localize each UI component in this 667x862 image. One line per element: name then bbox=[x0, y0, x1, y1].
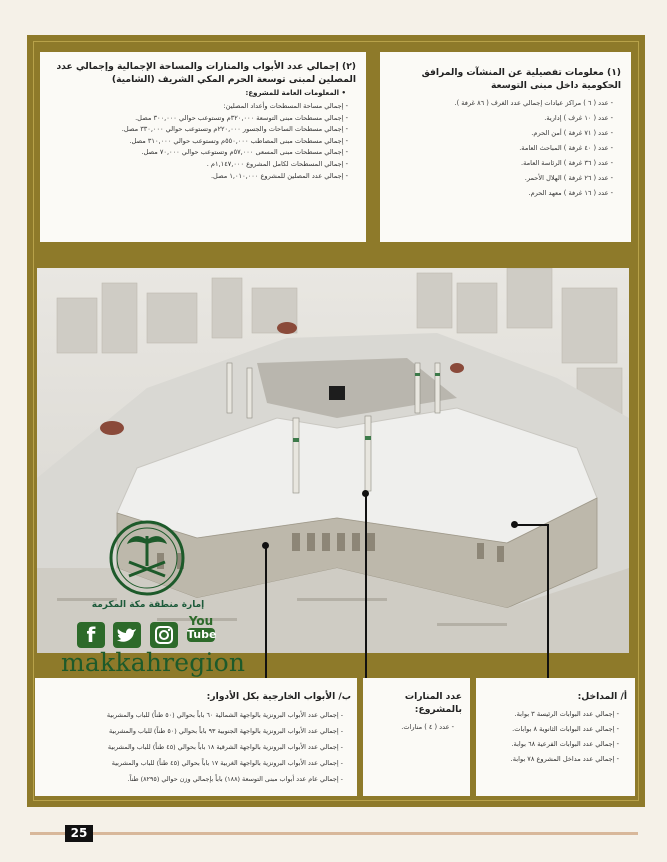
youtube-icon[interactable] bbox=[187, 614, 215, 648]
list-item: - عدد ( ٤٠ غرفة ) المباحث العامة. bbox=[519, 144, 613, 152]
totals-box bbox=[40, 52, 366, 242]
external-doors-title: ب/ الأبواب الخارجية بكل الأدوار: bbox=[206, 691, 351, 702]
list-item: - إجمالي عدد البوابات الثانوية ٨ بوابات. bbox=[512, 725, 619, 733]
list-item: - إجمالي المسطحات لكامل المشروع ١,١٤٧,٠٠٠م . bbox=[206, 159, 348, 168]
list-item: - عدد ( ٤ ) منارات. bbox=[401, 723, 454, 731]
list-item: - إجمالي مسطحات مبنى المسعى ٥٧,٠٠٠م وتستوعب حوالي ٧٠,٠٠٠ مصل. bbox=[141, 148, 348, 157]
instagram-icon[interactable] bbox=[150, 622, 178, 648]
list-item: - إجمالي عدد الأبواب البرونزية بالواجهة الشرقية ١٨ باباً بحوالي (٤٥ طناً) للباب والمشربية bbox=[107, 743, 343, 751]
list-item: - إجمالي عدد مداخل المشروع ٧٨ بوابة. bbox=[510, 755, 619, 763]
youtube-text-bottom: Tube bbox=[187, 628, 217, 641]
list-item: - إجمالي عدد المصلين للمشروع ١,٠١٠,٠٠٠ مصل. bbox=[210, 171, 348, 180]
callout-line-minarets bbox=[365, 496, 367, 678]
callout-line-entrances-h bbox=[514, 524, 548, 526]
totals-subtitle: • المعلومات العامة للمشروع: bbox=[245, 89, 346, 97]
list-item: - عدد ( ٧١ غرفة ) أمن الحرم. bbox=[531, 129, 613, 137]
entrances-title: أ/ المداخل: bbox=[577, 691, 627, 702]
facebook-icon[interactable]: f bbox=[77, 622, 105, 648]
minarets-box bbox=[363, 678, 470, 796]
facilities-list bbox=[390, 96, 621, 201]
twitter-bird-glyph bbox=[117, 627, 137, 643]
totals-title: (٢) إجمالي عدد الأبواب والمنارات والمساحة الإجمالية وإجمالي عدد المصلين لمبنى توسعة الحرم المكي الشريف (الشامية) bbox=[56, 61, 356, 85]
footer-rule-right bbox=[93, 832, 638, 835]
list-item: - إجمالي مسطحات مبنى التوسعة ٣٢٠,٠٠٠م وتستوعب حوالي ٣٠٠,٠٠٠ مصل. bbox=[135, 113, 348, 122]
youtube-text-top: You bbox=[188, 614, 214, 628]
list-item: - إجمالي عدد الأبواب البرونزية بالواجهة الشمالية ٦٠ باباً بحوالي (٥٠ طناً) للباب والمشربية bbox=[106, 711, 343, 719]
entrances-list bbox=[482, 707, 627, 767]
external-doors-list bbox=[39, 707, 351, 787]
callout-line-gates bbox=[265, 548, 267, 678]
palm-swords-emblem bbox=[107, 518, 187, 598]
minarets-list bbox=[367, 720, 462, 735]
twitter-icon[interactable] bbox=[113, 622, 141, 648]
list-item: - عدد ( ٢٦ غرفة ) الهلال الأحمر. bbox=[524, 174, 613, 182]
instagram-camera-glyph bbox=[154, 625, 174, 645]
list-item: - عدد ( ٦ ) مراكز عيادات إجمالي عدد الغرف ( ٨٦ غرفة ). bbox=[454, 99, 613, 107]
list-item: - عدد ( ١٠ غرف ) إدارية. bbox=[544, 114, 613, 122]
emblem-logo bbox=[107, 518, 187, 598]
list-item: - إجمالي عدد الأبواب البرونزية بالواجهة الغربية ١٧ باباً بحوالي (٤٥ طناً) للباب والمشربية bbox=[111, 759, 343, 767]
page-number: 25 bbox=[65, 825, 93, 842]
entrances-box bbox=[476, 678, 635, 796]
callout-line-entrances-v bbox=[547, 524, 549, 678]
facilities-box bbox=[380, 52, 631, 242]
list-item: - إجمالي عدد الأبواب البرونزية بالواجهة الجنوبية ٩٣ باباً بحوالي (٥٠ طناً) للباب والمشربية bbox=[109, 727, 343, 735]
footer-rule-left bbox=[30, 832, 65, 835]
list-item: - إجمالي مسطحات مبنى المصاطب ٥٥٠,٠٠٠م وتستوعب حوالي ٣١٠,٠٠٠ مصل. bbox=[129, 136, 348, 145]
minarets-title: عدد المنارات بالمشروع: bbox=[404, 691, 462, 715]
list-item: - إجمالي عام عدد أبواب مبنى التوسعة (١٨٨) باباً بإجمالي وزن حوالي (٨٢٩٥) طناً. bbox=[127, 775, 343, 783]
list-item: - إجمالي مساحة المسطحات وأعداد المصلين: bbox=[223, 102, 348, 110]
external-doors-box bbox=[35, 678, 357, 796]
facilities-title: (١) معلومات تفصيلية عن المنشآت والمرافق الحكومية داخل مبنى التوسعة bbox=[421, 67, 621, 91]
emblem-caption: إمارة منطقة مكة المكرمة bbox=[91, 600, 205, 610]
list-item: - عدد ( ١٦ غرفة ) معهد الحرم. bbox=[528, 189, 613, 197]
list-item: - عدد ( ٣٦ غرفة ) الرئاسة العامة. bbox=[521, 159, 613, 167]
list-item: - إجمالي عدد البوابات الفرعية ٦٨ بوابة. bbox=[511, 740, 619, 748]
list-item: - إجمالي مسطحات الساحات والجسور ٢٢٠,٠٠٠م وتستوعب حوالي ٣٣٠,٠٠٠ مصل. bbox=[121, 125, 348, 134]
totals-list bbox=[48, 101, 356, 182]
social-handle: makkahregion bbox=[61, 648, 246, 677]
list-item: - إجمالي عدد البوابات الرئيسة ٣ بوابة. bbox=[514, 710, 619, 718]
